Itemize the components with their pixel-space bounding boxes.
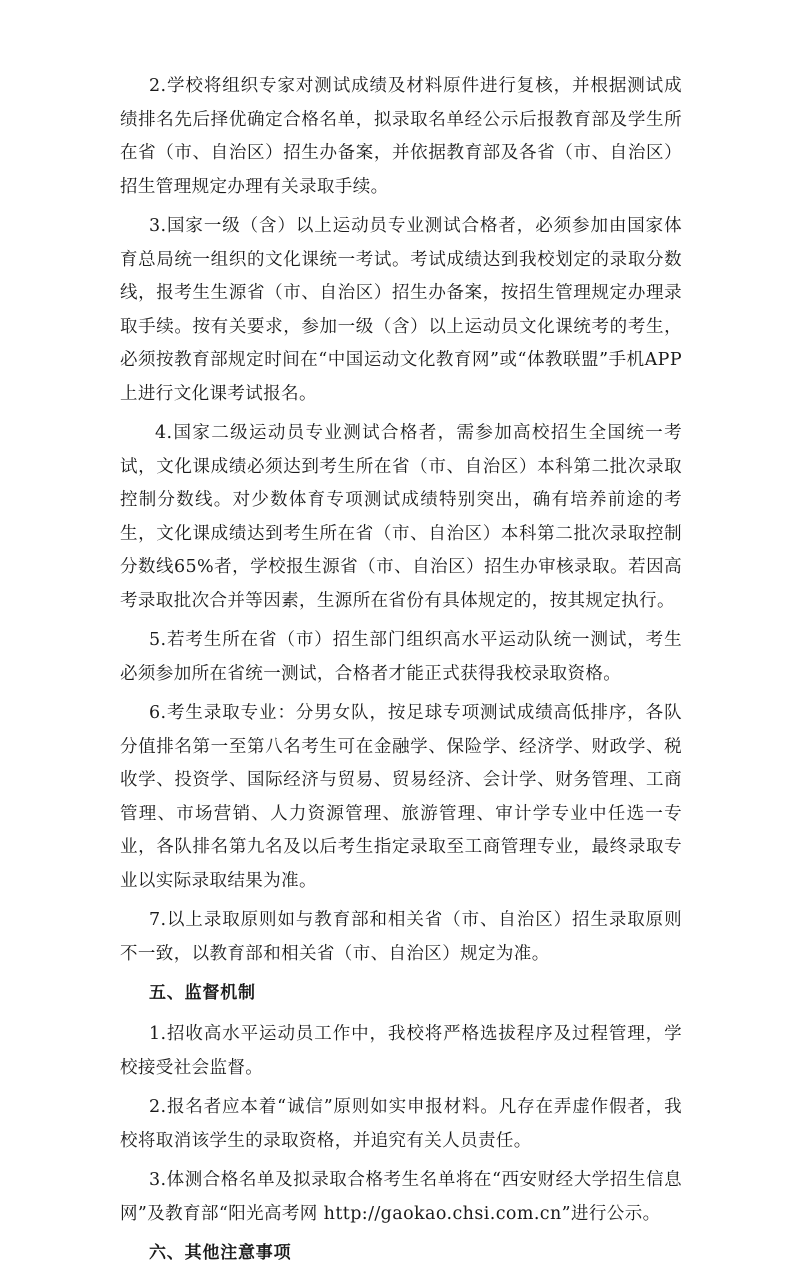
paragraph-second-level-athletes: 4.国家二级运动员专业测试合格者，需参加高校招生全国统一考试，文化课成绩必须达到考生所在省（市、自治区）本科第二批次录取控制分数线。对少数体育专项测试成绩特别突出，确有培养前途的考生，文化课成绩达到考生所在省（市、自治区）本科第二批次录取控制分数线65%者，学校报生源省（市、自治区）招生办审核录取。若因高考录取批次合并等因素，生源所在省份有具体规定的，按其规定执行。 [120, 423, 682, 611]
paragraph-supervision-process: 1.招收高水平运动员工作中，我校将严格选拔程序及过程管理，学校接受社会监督。 [120, 1024, 682, 1078]
section-heading-other-notes: 六、其他注意事项 [149, 1243, 292, 1263]
paragraph-review-and-admission: 2.学校将组织专家对测试成绩及材料原件进行复核，并根据测试成绩排名先后择优确定合格名单，拟录取名单经公示后报教育部及学生所在省（市、自治区）招生办备案，并依据教育部及各省（市、自治区）招生管理规定办理有关录取手续。 [120, 76, 682, 197]
paragraph-admission-principles: 7.以上录取原则如与教育部和相关省（市、自治区）招生录取原则不一致，以教育部和相关省（市、自治区）规定为准。 [120, 910, 682, 964]
paragraph-publicity: 3.体测合格名单及拟录取合格考生名单将在“西安财经大学招生信息网”及教育部“阳光高考网 http://gaokao.chsi.com.cn”进行公示。 [120, 1170, 682, 1224]
paragraph-first-level-athletes: 3.国家一级（含）以上运动员专业测试合格者，必须参加由国家体育总局统一组织的文化课统一考试。考试成绩达到我校划定的录取分数线，报考生生源省（市、自治区）招生办备案，按招生管理规定办理录取手续。按有关要求，参加一级（含）以上运动员文化课统考的考生，必须按教育部规定时间在“中国运动文化教育网”或“体教联盟”手机APP上进行文化课考试报名。 [120, 216, 682, 404]
paragraph-provincial-test: 5.若考生所在省（市）招生部门组织高水平运动队统一测试，考生必须参加所在省统一测试，合格者才能正式获得我校录取资格。 [120, 630, 682, 684]
document-body [120, 70, 682, 1278]
paragraph-admission-majors: 6.考生录取专业：分男女队，按足球专项测试成绩高低排序，各队分值排名第一至第八名考生可在金融学、保险学、经济学、财政学、税收学、投资学、国际经济与贸易、贸易经济、会计学、财务管理、工商管理、市场营销、人力资源管理、旅游管理、审计学专业中任选一专业，各队排名第九名及以后考生指定录取至工商管理专业，最终录取专业以实际录取结果为准。 [120, 703, 682, 891]
paragraph-integrity: 2.报名者应本着“诚信”原则如实申报材料。凡存在弄虚作假者，我校将取消该学生的录取资格，并追究有关人员责任。 [120, 1097, 682, 1151]
section-heading-supervision: 五、监督机制 [149, 983, 256, 1003]
